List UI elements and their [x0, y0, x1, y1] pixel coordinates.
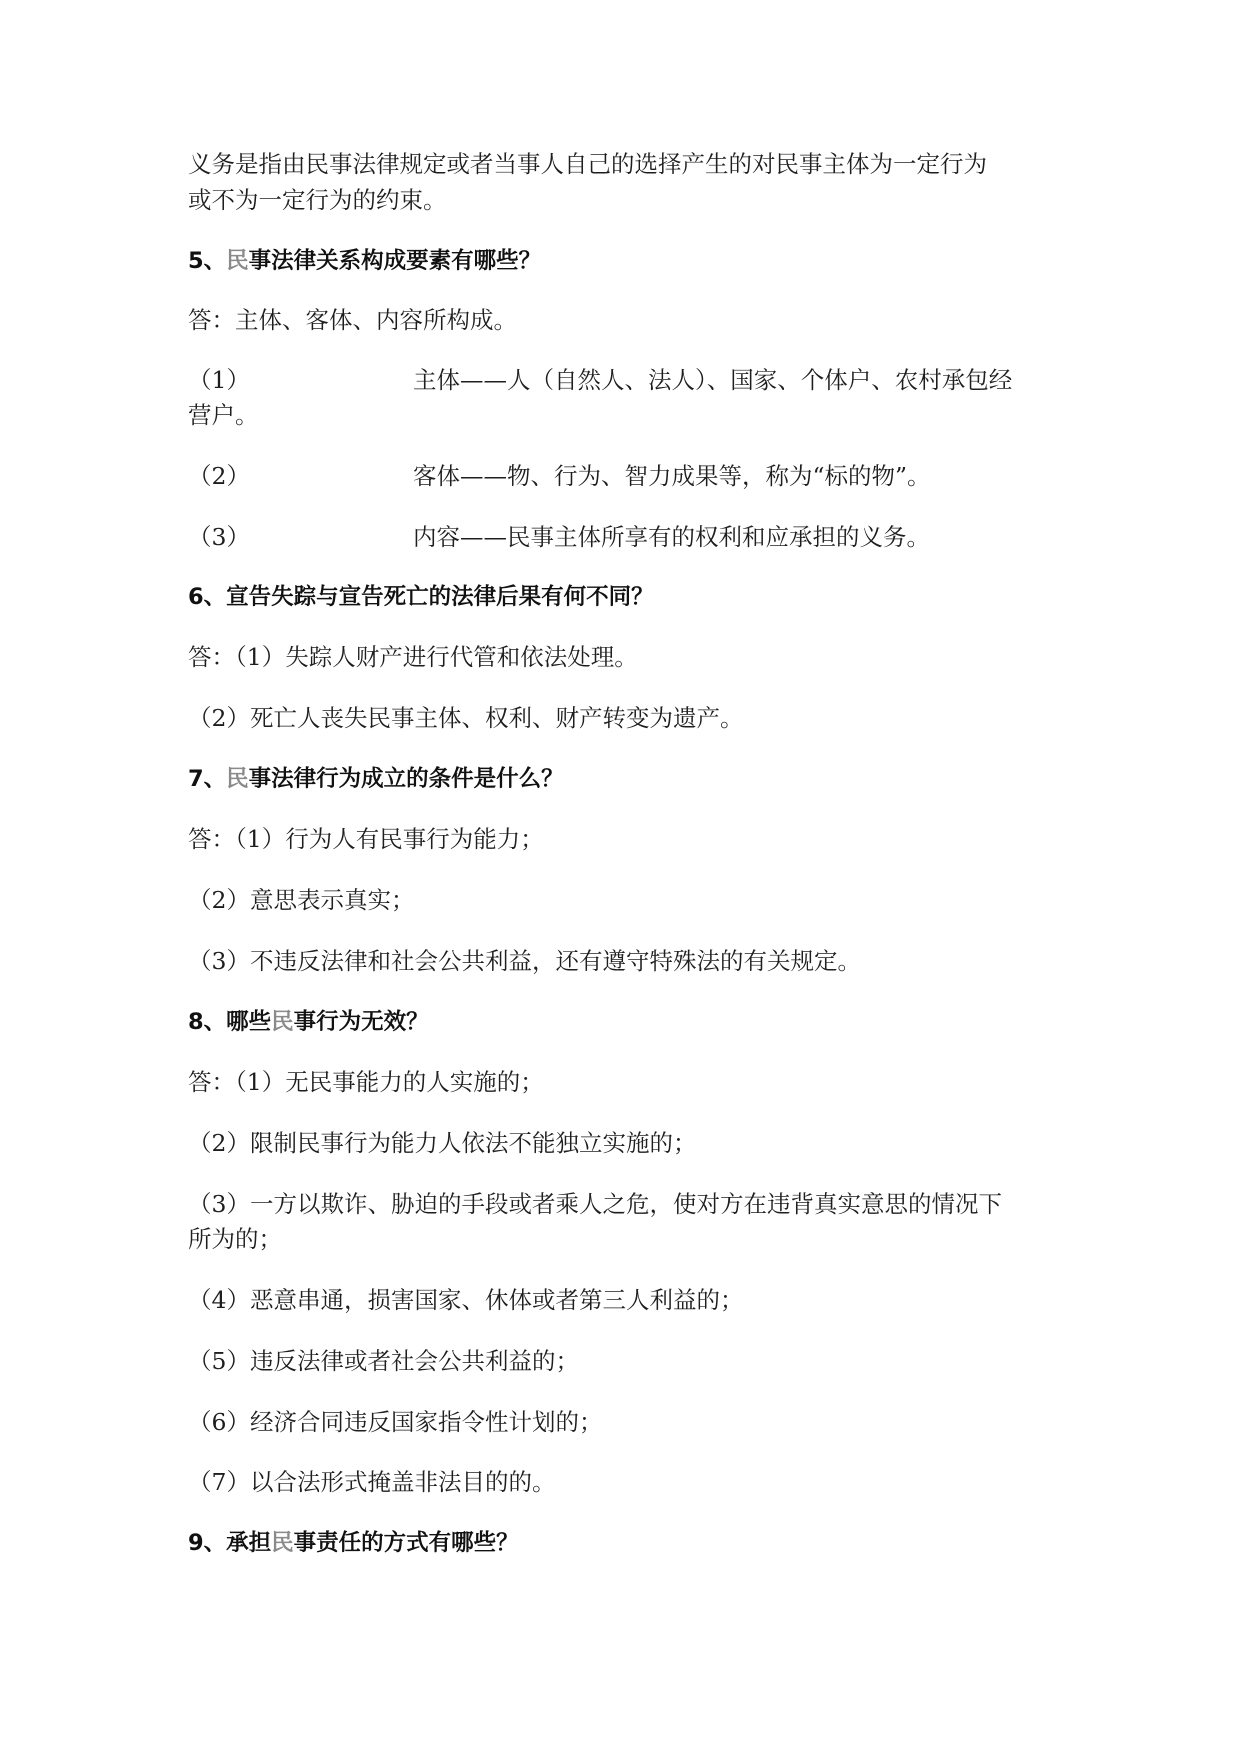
question-8-heading — [188, 1005, 1058, 1040]
question-5-answer: 答：主体、客体、内容所构成。 — [188, 306, 517, 334]
intro-line-1: 义务是指由民事法律规定或者当事人自己的选择产生的对民事主体为一定行为 — [188, 150, 987, 178]
question-7-answer-3: （3）不违反法律和社会公共利益，还有遵守特殊法的有关规定。 — [188, 947, 861, 975]
question-7-answer-1: 答：（1）行为人有民事行为能力； — [188, 825, 544, 853]
question-9-heading — [188, 1526, 1058, 1561]
question-7-number: 7、 — [188, 766, 227, 792]
question-5-title: 事法律关系构成要素有哪些？ — [248, 248, 542, 274]
question-5-heading — [188, 244, 1058, 279]
question-8-answer-4: （4）恶意串通，损害国家、休体或者第三人利益的； — [188, 1286, 744, 1314]
question-5-item-1-continuation: 营户。 — [188, 401, 259, 429]
question-9-highlight: 民 — [271, 1530, 294, 1556]
question-8-highlight: 民 — [271, 1009, 294, 1035]
question-5-item-3-label: （3） — [188, 523, 250, 551]
question-6-answer-1: 答：（1）失踪人财产进行代管和依法处理。 — [188, 643, 638, 671]
question-8-answer-2: （2）限制民事行为能力人依法不能独立实施的； — [188, 1129, 697, 1157]
question-5-item-2-text: 客体——物、行为、智力成果等，称为“标的物”。 — [413, 462, 931, 490]
intro-line-2: 或不为一定行为的约束。 — [188, 186, 447, 214]
question-9-title: 事责任的方式有哪些？ — [293, 1530, 519, 1556]
question-6-answer-2: （2）死亡人丧失民事主体、权利、财产转变为遗产。 — [188, 704, 744, 732]
question-8-answer-7: （7）以合法形式掩盖非法目的的。 — [188, 1468, 556, 1496]
question-8-answer-3a: （3）一方以欺诈、胁迫的手段或者乘人之危，使对方在违背真实意思的情况下 — [188, 1190, 1002, 1218]
question-7-answer-2: （2）意思表示真实； — [188, 886, 415, 914]
question-8-title: 事行为无效？ — [293, 1009, 429, 1035]
question-5-item-1-text: 主体——人（自然人、法人）、国家、个体户、农村承包经 — [413, 366, 1013, 394]
question-5-item-1-label: （1） — [188, 366, 250, 394]
question-8-number: 8、哪些 — [188, 1009, 272, 1035]
question-6-heading: 6、宣告失踪与宣告死亡的法律后果有何不同？ — [188, 584, 654, 610]
question-8-answer-5: （5）违反法律或者社会公共利益的； — [188, 1347, 579, 1375]
question-8-answer-1: 答：（1）无民事能力的人实施的； — [188, 1068, 544, 1096]
question-9-number: 9、承担 — [188, 1530, 272, 1556]
question-5-item-2-label: （2） — [188, 462, 250, 490]
question-8-answer-6: （6）经济合同违反国家指令性计划的； — [188, 1408, 603, 1436]
question-8-answer-3b: 所为的； — [188, 1225, 282, 1253]
question-7-highlight: 民 — [226, 766, 249, 792]
question-5-highlight: 民 — [226, 248, 249, 274]
question-5-item-3-text: 内容——民事主体所享有的权利和应承担的义务。 — [413, 523, 930, 551]
question-5-number: 5、 — [188, 248, 227, 274]
question-7-heading — [188, 762, 1058, 797]
question-7-title: 事法律行为成立的条件是什么？ — [248, 766, 564, 792]
